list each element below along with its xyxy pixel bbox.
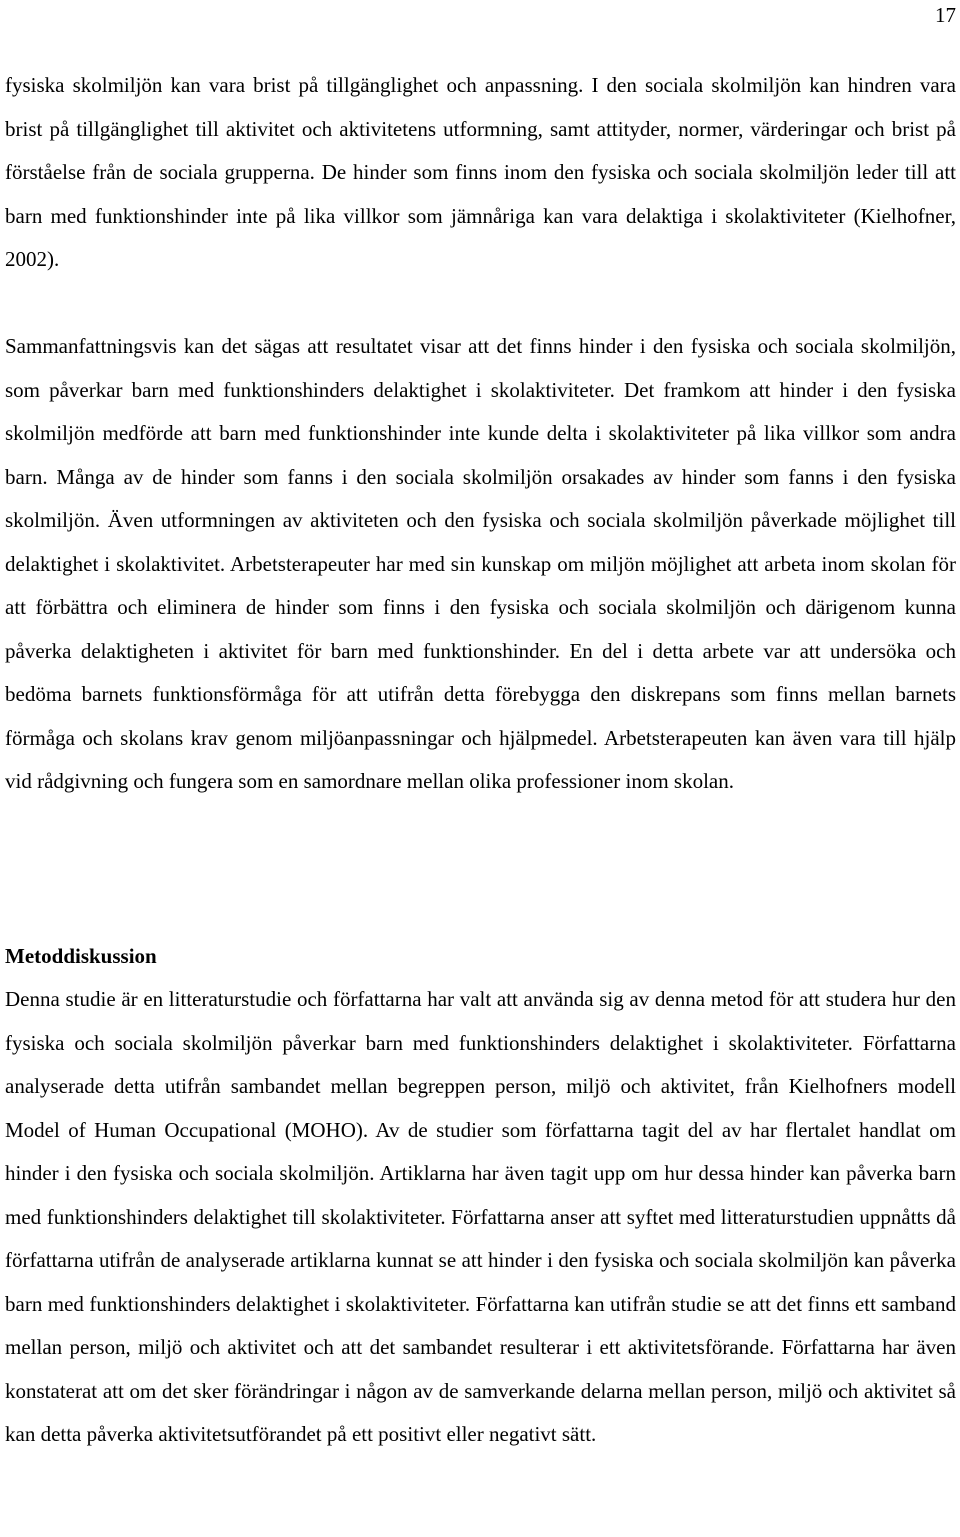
- body-paragraph-2: Sammanfattningsvis kan det sägas att resultatet visar att det finns hinder i den fysiska och sociala skolmiljön, som påverkar barn med funktionshinders delaktighet i skolaktiviteter. Det framkom att hinder i den fysiska skolmiljön medförde att barn med funktionshinder inte kunde delta i skolaktiviteter på lika villkor som andra barn. Många av de hinder som fanns i den sociala skolmiljön orsakades av hinder som fanns i den fysiska skolmiljön. Även utformningen av aktiviteten och den fysiska och sociala skolmiljön påverkade möjlighet till delaktighet i skolaktivitet. Arbetsterapeuter har med sin kunskap om miljön möjlighet att arbeta inom skolan för att förbättra och eliminera de hinder som finns i den fysiska och sociala skolmiljön och därigenom kunna påverka delaktigheten i aktivitet för barn med funktionshinder. En del i detta arbete var att undersöka och bedöma barnets funktionsförmåga för att utifrån detta förebygga den diskrepans som finns mellan barnets förmåga och skolans krav genom miljöanpassningar och hjälpmedel. Arbetsterapeuten kan även vara till hjälp vid rådgivning och fungera som en samordnare mellan olika professioner inom skolan.: [5, 334, 956, 793]
- page-number: 17: [935, 3, 956, 27]
- section-heading: Metoddiskussion: [5, 944, 157, 968]
- body-paragraph-3: Denna studie är en litteraturstudie och författarna har valt att använda sig av denna metod för att studera hur den fysiska och sociala skolmiljön påverkar barn med funktionshinders delaktighet i skolaktiviteter. Författarna analyserade detta utifrån sambandet mellan begreppen person, miljö och aktivitet, från Kielhofners modell Model of Human Occupational (MOHO). Av de studier som författarna tagit del av har flertalet handlat om hinder i den fysiska och sociala skolmiljön. Artiklarna har även tagit upp om hur dessa hinder kan påverka barn med funktionshinders delaktighet till skolaktiviteter. Författarna anser att syftet med litteraturstudien uppnåtts då författarna utifrån de analyserade artiklarna kunnat se att hinder i den fysiska och sociala skolmiljön kan påverka barn med funktionshinders delaktighet i skolaktiviteter. Författarna kan utifrån studie se att det finns ett samband mellan person, miljö och aktivitet och att det sambandet resulterar i ett aktivitetsförande. Författarna har även konstaterat att om det sker förändringar i någon av de samverkande delarna mellan person, miljö och aktivitet så kan detta påverka aktivitetsutförandet på ett positivt eller negativt sätt.: [5, 987, 956, 1446]
- body-paragraph-1: fysiska skolmiljön kan vara brist på tillgänglighet och anpassning. I den sociala skolmiljön kan hindren vara brist på tillgänglighet till aktivitet och aktivitetens utformning, samt attityder, normer, värderingar och brist på förståelse från de sociala grupperna. De hinder som finns inom den fysiska och sociala skolmiljön leder till att barn med funktionshinder inte på lika villkor som jämnåriga kan vara delaktiga i skolaktiviteter (Kielhofner, 2002).: [5, 73, 956, 271]
